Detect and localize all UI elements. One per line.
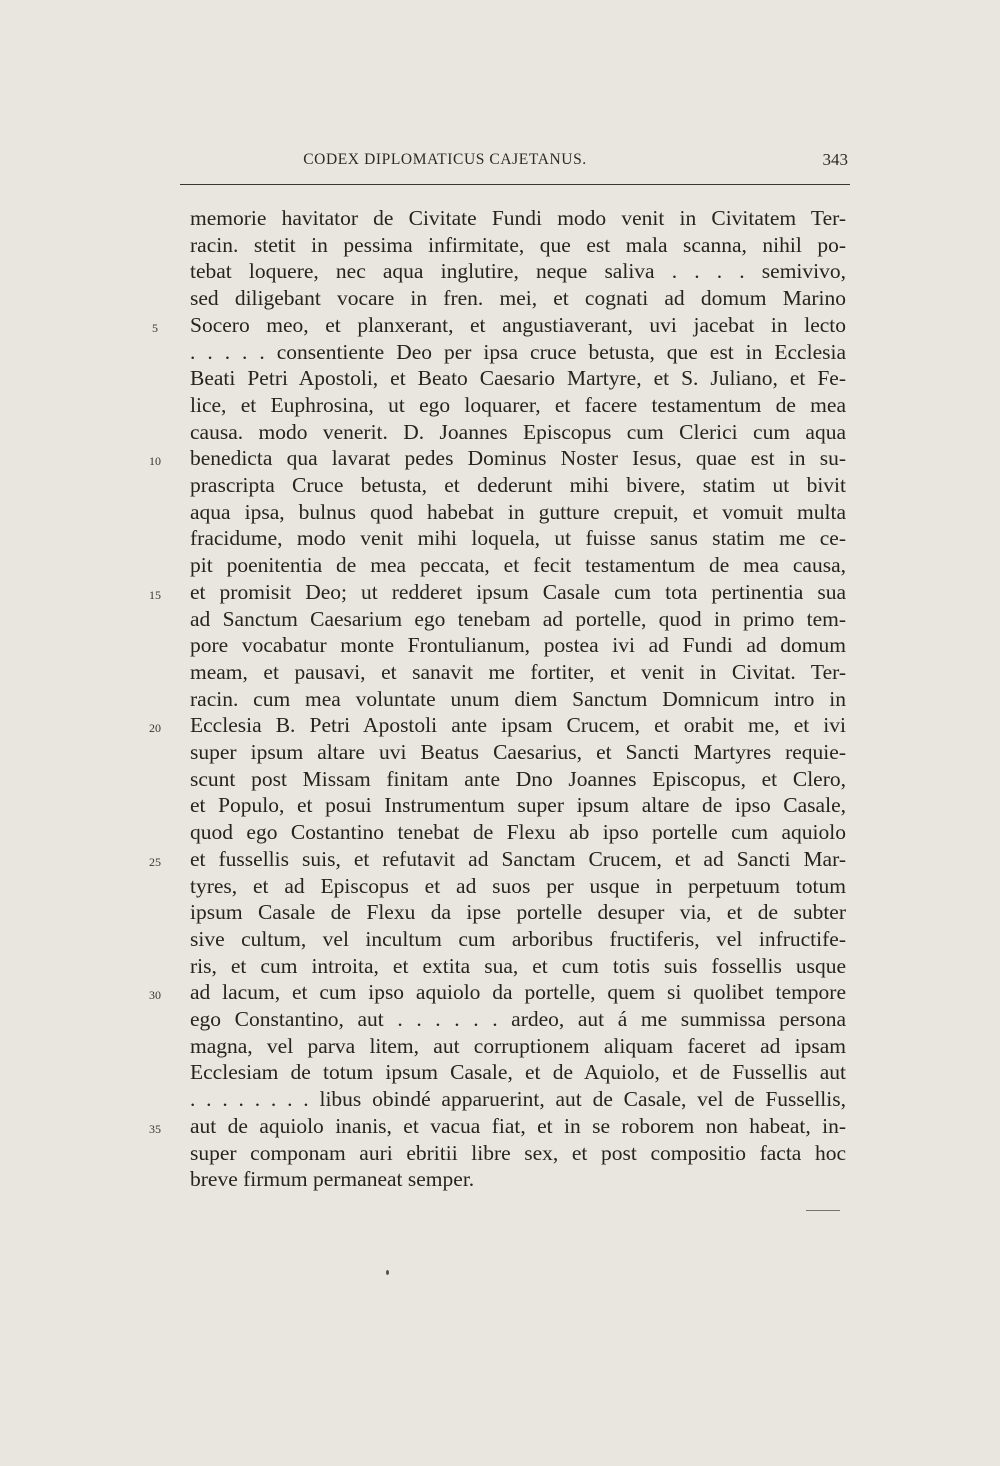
line-number: 30	[149, 988, 161, 1003]
text-line: pore vocabatur monte Frontulianum, postea ivi ad Fundi ad domum	[190, 633, 846, 658]
text-line: aqua ipsa, bulnus quod habebat in gutture crepuit, et vomuit multa	[190, 499, 846, 524]
text-line: ad Sanctum Caesarium ego tenebam ad portelle, quod in primo tem-	[190, 606, 846, 631]
line-number: 20	[149, 721, 161, 736]
line-number: 35	[149, 1121, 161, 1136]
text-line: meam, et pausavi, et sanavit me fortiter, et venit in Civitat. Ter-	[190, 659, 846, 684]
text-line: ipsum Casale de Flexu da ipse portelle desuper via, et de subter	[190, 900, 846, 925]
text-line: Socero meo, et planxerant, et angustiaverant, uvi jacebat in lecto	[190, 312, 846, 337]
text-line: tebat loquere, nec aqua inglutire, neque saliva . . . . semivivo,	[190, 259, 846, 284]
text-line: fracidume, modo venit mihi loquela, ut fuisse sanus statim me ce-	[190, 526, 846, 551]
text-line: ad lacum, et cum ipso aquiolo da portelle, quem si quolibet tempore	[190, 980, 846, 1005]
text-line: breve firmum permaneat semper.	[190, 1167, 475, 1192]
text-line: super componam auri ebritii libre sex, et post compositio facta hoc	[190, 1140, 846, 1165]
page-number: 343	[822, 150, 848, 169]
line-number: 15	[149, 587, 161, 602]
text-line: prascripta Cruce betusta, et dederunt mihi bivere, statim ut bivit	[190, 473, 846, 497]
text-line: sive cultum, vel incultum cum arboribus fructiferis, vel infructife-	[190, 926, 846, 951]
text-line: Beati Petri Apostoli, et Beato Caesario Martyre, et S. Juliano, et Fe-	[190, 366, 846, 391]
text-line: et Populo, et posui Instrumentum super ipsum altare de ipso Casale,	[190, 793, 846, 818]
text-line: Ecclesia B. Petri Apostoli ante ipsam Crucem, et orabit me, et ivi	[190, 713, 846, 738]
line-number: 25	[149, 854, 161, 869]
text-line: ris, et cum introita, et extita sua, et cum totis suis fossellis usque	[190, 953, 846, 978]
ink-speck	[386, 1270, 389, 1275]
text-line: sed diligebant vocare in fren. mei, et cognati ad domum Marino	[190, 286, 846, 311]
text-line: lice, et Euphrosina, ut ego loquarer, et facere testamentum de mea	[190, 392, 846, 417]
text-line: scunt post Missam finitam ante Dno Joannes Episcopus, et Clero,	[190, 766, 846, 791]
text-line: quod ego Costantino tenebat de Flexu ab ipso portelle cum aquiolo	[190, 820, 846, 845]
text-line: memorie havitator de Civitate Fundi modo venit in Civitatem Ter-	[190, 206, 846, 230]
text-line: racin. cum mea voluntate unum diem Sanctum Domnicum intro in	[190, 686, 846, 711]
text-line: . . . . . consentiente Deo per ipsa cruce betusta, que est in Ecclesia	[190, 339, 846, 364]
line-number: 5	[152, 320, 158, 335]
text-line: et fussellis suis, et refutavit ad Sanctam Crucem, et ad Sancti Mar-	[190, 846, 846, 871]
text-line: ego Constantino, aut . . . . . . ardeo, aut á me summissa persona	[190, 1007, 846, 1031]
running-title: CODEX DIPLOMATICUS CAJETANUS.	[303, 151, 587, 168]
text-line: racin. stetit in pessima infirmitate, que est mala scanna, nihil po-	[190, 232, 846, 257]
text-line: causa. modo venerit. D. Joannes Episcopus cum Clerici cum aqua	[190, 419, 846, 444]
header-rule	[180, 184, 850, 185]
text-line: aut de aquiolo inanis, et vacua fiat, et in se roborem non habeat, in-	[190, 1113, 846, 1138]
text-line: . . . . . . . . libus obindé apparuerint, aut de Casale, vel de Fussellis,	[190, 1087, 846, 1112]
text-line: et promisit Deo; ut redderet ipsum Casale cum tota pertinentia sua	[190, 579, 846, 604]
text-line: benedicta qua lavarat pedes Dominus Noster Iesus, quae est in su-	[190, 446, 846, 471]
line-number: 10	[149, 454, 161, 469]
text-line: tyres, et ad Episcopus et ad suos per usque in perpetuum totum	[190, 873, 846, 898]
text-line: magna, vel parva litem, aut corruptionem aliquam faceret ad ipsam	[190, 1033, 846, 1058]
footer-mark	[806, 1210, 840, 1211]
text-line: super ipsum altare uvi Beatus Caesarius, et Sancti Martyres requie-	[190, 740, 846, 764]
text-line: pit poenitentia de mea peccata, et fecit testamentum de mea causa,	[190, 553, 846, 578]
text-line: Ecclesiam de totum ipsum Casale, et de Aquiolo, et de Fussellis aut	[190, 1060, 846, 1085]
